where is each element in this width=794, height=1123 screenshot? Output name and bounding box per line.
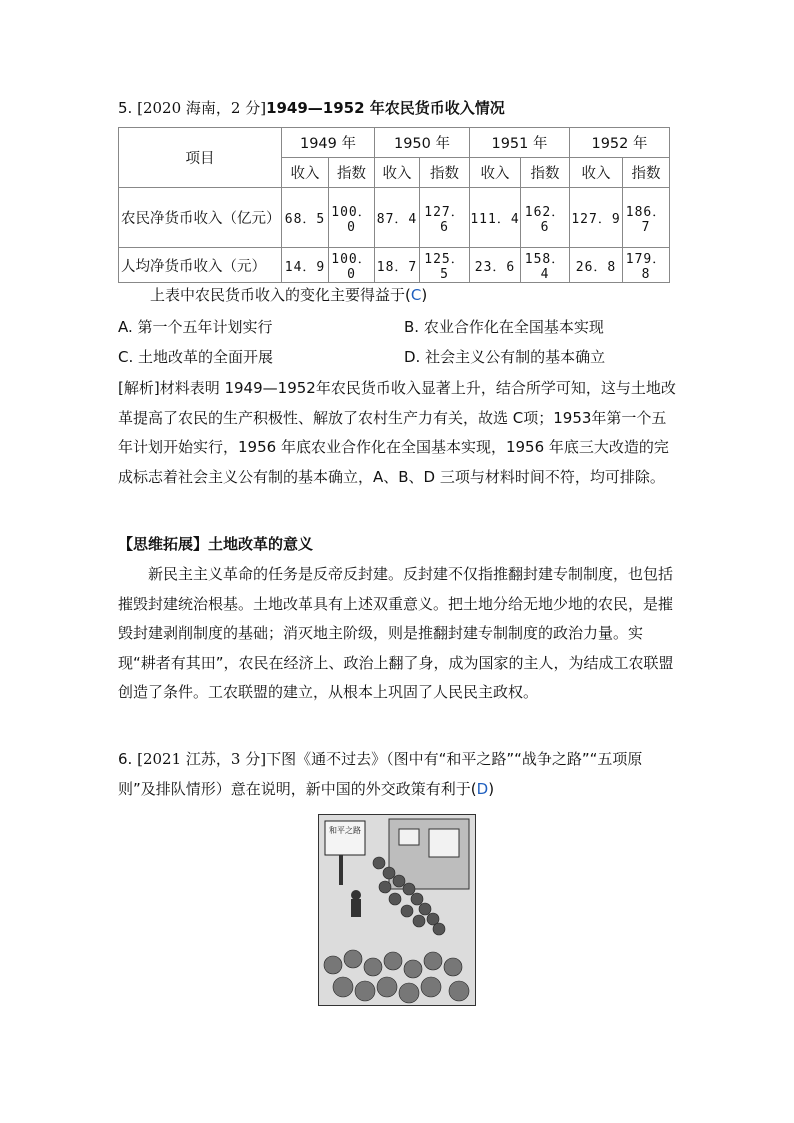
q5-answer: C: [410, 286, 422, 304]
table-cell: 179．8: [623, 248, 670, 283]
option-d: D. 社会主义公有制的基本确立: [404, 348, 606, 366]
table-cell: 26．8: [570, 248, 623, 283]
q5-title: [118, 98, 505, 118]
subheader-index: 指数: [623, 158, 670, 188]
subheader-index: 指数: [420, 158, 470, 188]
subheader-index: 指数: [329, 158, 375, 188]
q5-source: [2020 海南，2 分]: [137, 99, 267, 117]
row-label: 农民净货币收入（亿元）: [119, 188, 282, 248]
table-cell: 100．0: [329, 188, 375, 248]
option-c: C. 土地改革的全面开展: [118, 348, 274, 366]
table-cell: 127．9: [570, 188, 623, 248]
subheader-income: 收入: [282, 158, 329, 188]
table-cell: 127．6: [420, 188, 470, 248]
q5-stem: [150, 285, 427, 305]
q5-analysis: [解析]材料表明 1949—1952年农民货币收入显著上升，结合所学可知，这与土地改革提高了农民的生产积极性、解放了农村生产力有关，故选 C项；1953年第一个五年计划开始实行，1956 年底农业合作化在全国基本实现，1956 年底三大改造的完成标志着社会主义公有制的基本确立，A、B、D 三项与材料时间不符，均可排除。: [118, 379, 676, 486]
option-a: A. 第一个五年计划实行: [118, 318, 273, 336]
header-year: 1951 年: [470, 128, 570, 158]
table-row: [119, 248, 670, 283]
q6-number: 6.: [118, 750, 133, 768]
table-cell: 23．6: [470, 248, 521, 283]
subheader-income: 收入: [470, 158, 521, 188]
q5-stem-text: 上表中农民货币收入的变化主要得益于(: [150, 286, 411, 304]
cartoon-sign-text: 和平之路: [329, 826, 361, 835]
table-cell: 158．4: [521, 248, 570, 283]
header-item: 项目: [119, 128, 282, 188]
row-label: 人均净货币收入（元）: [119, 248, 282, 283]
table-cell: 186．7: [623, 188, 670, 248]
q6-stem-close: ): [488, 779, 495, 798]
q5-number: 5.: [118, 99, 133, 117]
header-year: 1949 年: [282, 128, 375, 158]
table-cell: 87．4: [375, 188, 420, 248]
option-b: B. 农业合作化在全国基本实现: [404, 318, 604, 336]
table-cell: 111．4: [470, 188, 521, 248]
income-table: [118, 127, 670, 283]
q6-answer: D: [476, 779, 489, 798]
q6-stem: [118, 745, 678, 804]
subheader-income: 收入: [570, 158, 623, 188]
q5-stem-close: ): [421, 286, 428, 304]
header-year: 1952 年: [570, 128, 670, 158]
subheader-index: 指数: [521, 158, 570, 188]
subheader-income: 收入: [375, 158, 420, 188]
table-cell: 68．5: [282, 188, 329, 248]
extension-heading: 【思维拓展】土地改革的意义: [118, 535, 314, 553]
table-cell: 100．0: [329, 248, 375, 283]
q6-stem-text: 下图《通不过去》（图中有“和平之路”“战争之路”“五项原则”及排队情形）意在说明，新中国的外交政策有利于(: [118, 750, 643, 798]
table-cell: 162．6: [521, 188, 570, 248]
table-cell: 18．7: [375, 248, 420, 283]
table-cell: 125．5: [420, 248, 470, 283]
table-row: [119, 188, 670, 248]
header-year: 1950 年: [375, 128, 470, 158]
table-header-row: [119, 128, 670, 158]
q6-source: [2021 江苏，3 分]: [137, 750, 267, 768]
extension-body: 新民主主义革命的任务是反帝反封建。反封建不仅指推翻封建专制制度，也包括摧毁封建统治根基。土地改革具有上述双重意义。把土地分给无地少地的农民，是摧毁封建剥削制度的基础；消灭地主阶级，则是推翻封建专制制度的政治力量。实现“耕者有其田”，农民在经济上、政治上翻了身，成为国家的主人，为结成工农联盟创造了条件。工农联盟的建立，从根本上巩固了人民民主政权。: [118, 565, 674, 701]
table-cell: 14．9: [282, 248, 329, 283]
cartoon-illustration: [319, 815, 475, 1005]
q5-heading: 1949—1952 年农民货币收入情况: [266, 99, 505, 117]
cartoon-image: [318, 814, 476, 1006]
